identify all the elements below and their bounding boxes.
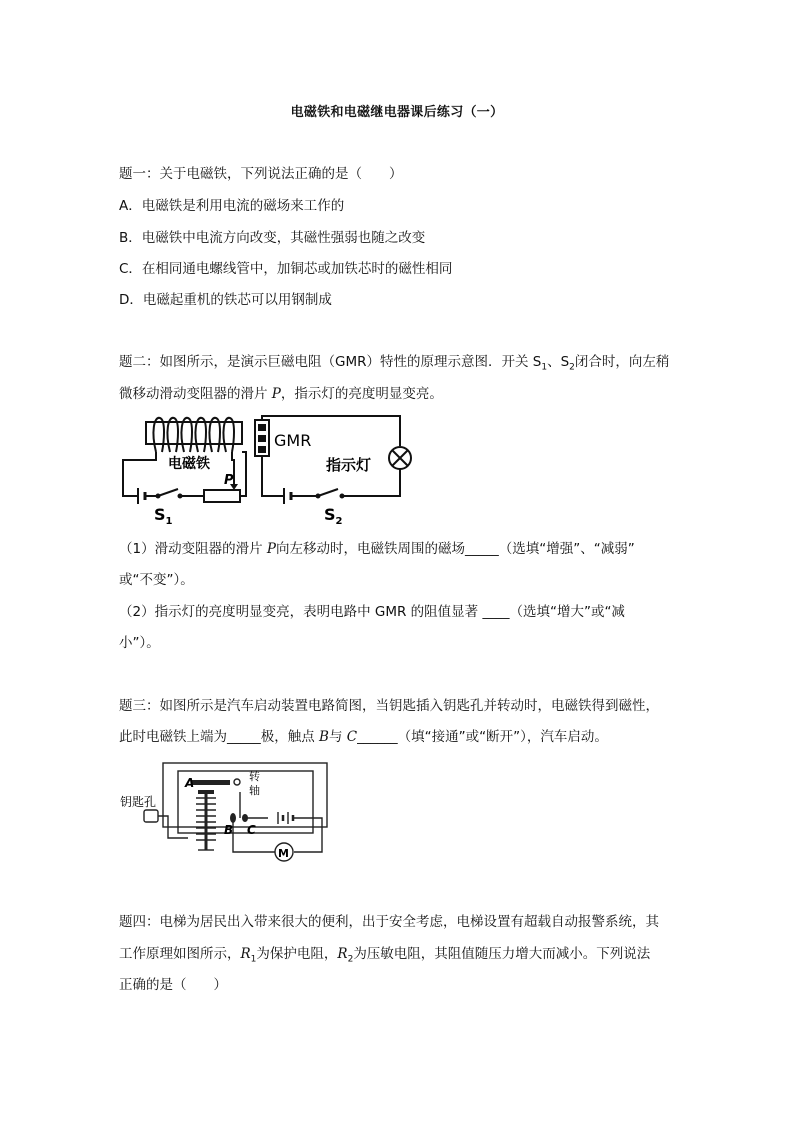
s1-letter: S [154, 505, 166, 524]
q2-stem-sub2: 2 [569, 362, 575, 373]
q4-line1: 题四：电梯为居民出入带来很大的便利，出于安全考虑，电梯设置有超载自动报警系统，其 [119, 914, 659, 930]
gmr-square [258, 435, 266, 442]
q4-line2-c: 为压敏电阻，其阻值随压力增大而减小。下列说法 [353, 946, 651, 962]
q2-line2-p: P [271, 386, 281, 402]
q1-option-c: C．在相同通电螺线管中，加铜芯或加铁芯时的磁性相同 [119, 261, 453, 277]
q3-line1: 题三：如图所示是汽车启动装置电路简图，当钥匙插入钥匙孔并转动时，电磁铁得到磁性， [119, 698, 659, 714]
contact-b [230, 813, 236, 823]
rheostat [204, 490, 240, 502]
q1-option-a: A．电磁铁是利用电流的磁场来工作的 [119, 198, 345, 214]
q2-stem-sub1: 1 [541, 362, 548, 373]
q4-r1-sub: 1 [250, 954, 257, 965]
switch-s2-lever [318, 489, 338, 496]
q3-line2-a: 此时电磁铁上端为_____极，触点 [119, 729, 320, 745]
s2-letter: S [324, 505, 336, 524]
page-title: 电磁铁和电磁继电器课后练习（一） [290, 105, 504, 120]
electromagnet-core [146, 422, 242, 444]
contact-c [242, 814, 248, 822]
q4-r2: R [337, 946, 348, 962]
q3-letter-b: B [319, 729, 329, 745]
s2-sub: 2 [335, 516, 343, 527]
lamp-label: 指示灯 [326, 456, 372, 474]
q2-sub1-line1 [119, 539, 635, 559]
q1-stem: 题一：关于电磁铁，下列说法正确的是（ ） [119, 166, 403, 182]
q3-circuit-figure [118, 760, 330, 866]
b-label: B [224, 823, 234, 837]
a-label: A [185, 776, 195, 790]
keyhole-label: 钥匙孔 [120, 795, 157, 809]
s2-label [324, 505, 343, 527]
q2-stem-line1 [119, 352, 669, 378]
q2-sub2-line2: 小”）。 [119, 635, 160, 651]
p-label: P [224, 473, 234, 488]
s1-sub: 1 [165, 516, 173, 527]
pivot [234, 779, 240, 785]
q2-sub1-b: 向左移动时，电磁铁周围的磁场_____（选填“增强”、“减弱” [275, 541, 635, 557]
q4-line3: 正确的是（ ） [119, 977, 227, 993]
gmr-square [258, 446, 266, 453]
electromagnet-label: 电磁铁 [168, 456, 210, 472]
armature [192, 780, 230, 785]
q1-option-d: D．电磁起重机的铁芯可以用钢制成 [119, 292, 332, 308]
c-label: C [247, 823, 256, 837]
q4-r1: R [240, 946, 251, 962]
switch-s2-contact [341, 495, 344, 498]
q2-circuit-figure [118, 412, 418, 528]
q1-option-b: B．电磁铁中电流方向改变，其磁性强弱也随之改变 [119, 230, 426, 246]
shaft-label-2: 轴 [249, 784, 260, 797]
q4-r2-sub: 2 [347, 954, 354, 965]
q4-line2-b: 为保护电阻， [256, 946, 338, 962]
q2-sub1-p: P [266, 541, 276, 557]
q3-line2 [119, 727, 608, 747]
q4-line2 [119, 944, 650, 970]
wire [293, 818, 322, 852]
q2-line2-a: 微移动滑动变阻器的滑片 [119, 386, 272, 402]
q2-stem-line2 [119, 384, 443, 404]
shaft-label-1: 转 [249, 770, 260, 783]
q3-line2-mid: 与 [328, 729, 347, 745]
s1-label [154, 505, 173, 527]
motor-label: M [278, 847, 289, 860]
core-top [198, 790, 214, 794]
wire [232, 452, 234, 472]
keyhole [144, 810, 158, 822]
q2-sub2-line1: （2）指示灯的亮度明显变亮，表明电路中 GMR 的阻值显著 ____（选填“增大”或“减 [119, 604, 625, 620]
gmr-label: GMR [274, 431, 312, 450]
q2-sub1-line2: 或“不变”）。 [119, 572, 194, 588]
q2-line2-b: ，指示灯的亮度明显变亮。 [280, 386, 443, 402]
wire [262, 456, 284, 496]
wire [123, 452, 156, 496]
q2-stem-a: 题二：如图所示，是演示巨磁电阻（GMR）特性的原理示意图．开关 S [119, 354, 542, 370]
q2-sub1-a: （1）滑动变阻器的滑片 [119, 541, 267, 557]
q3-line2-c: ______（填“接通”或“断开”），汽车启动。 [357, 729, 608, 745]
q3-letter-c: C [346, 729, 358, 745]
gmr-square [258, 424, 266, 431]
switch-s1-lever [158, 489, 178, 496]
q2-stem-c: 闭合时，向左稍 [574, 354, 670, 370]
q2-stem-b: 、S [547, 354, 570, 370]
q4-line2-a: 工作原理如图所示， [119, 946, 241, 962]
